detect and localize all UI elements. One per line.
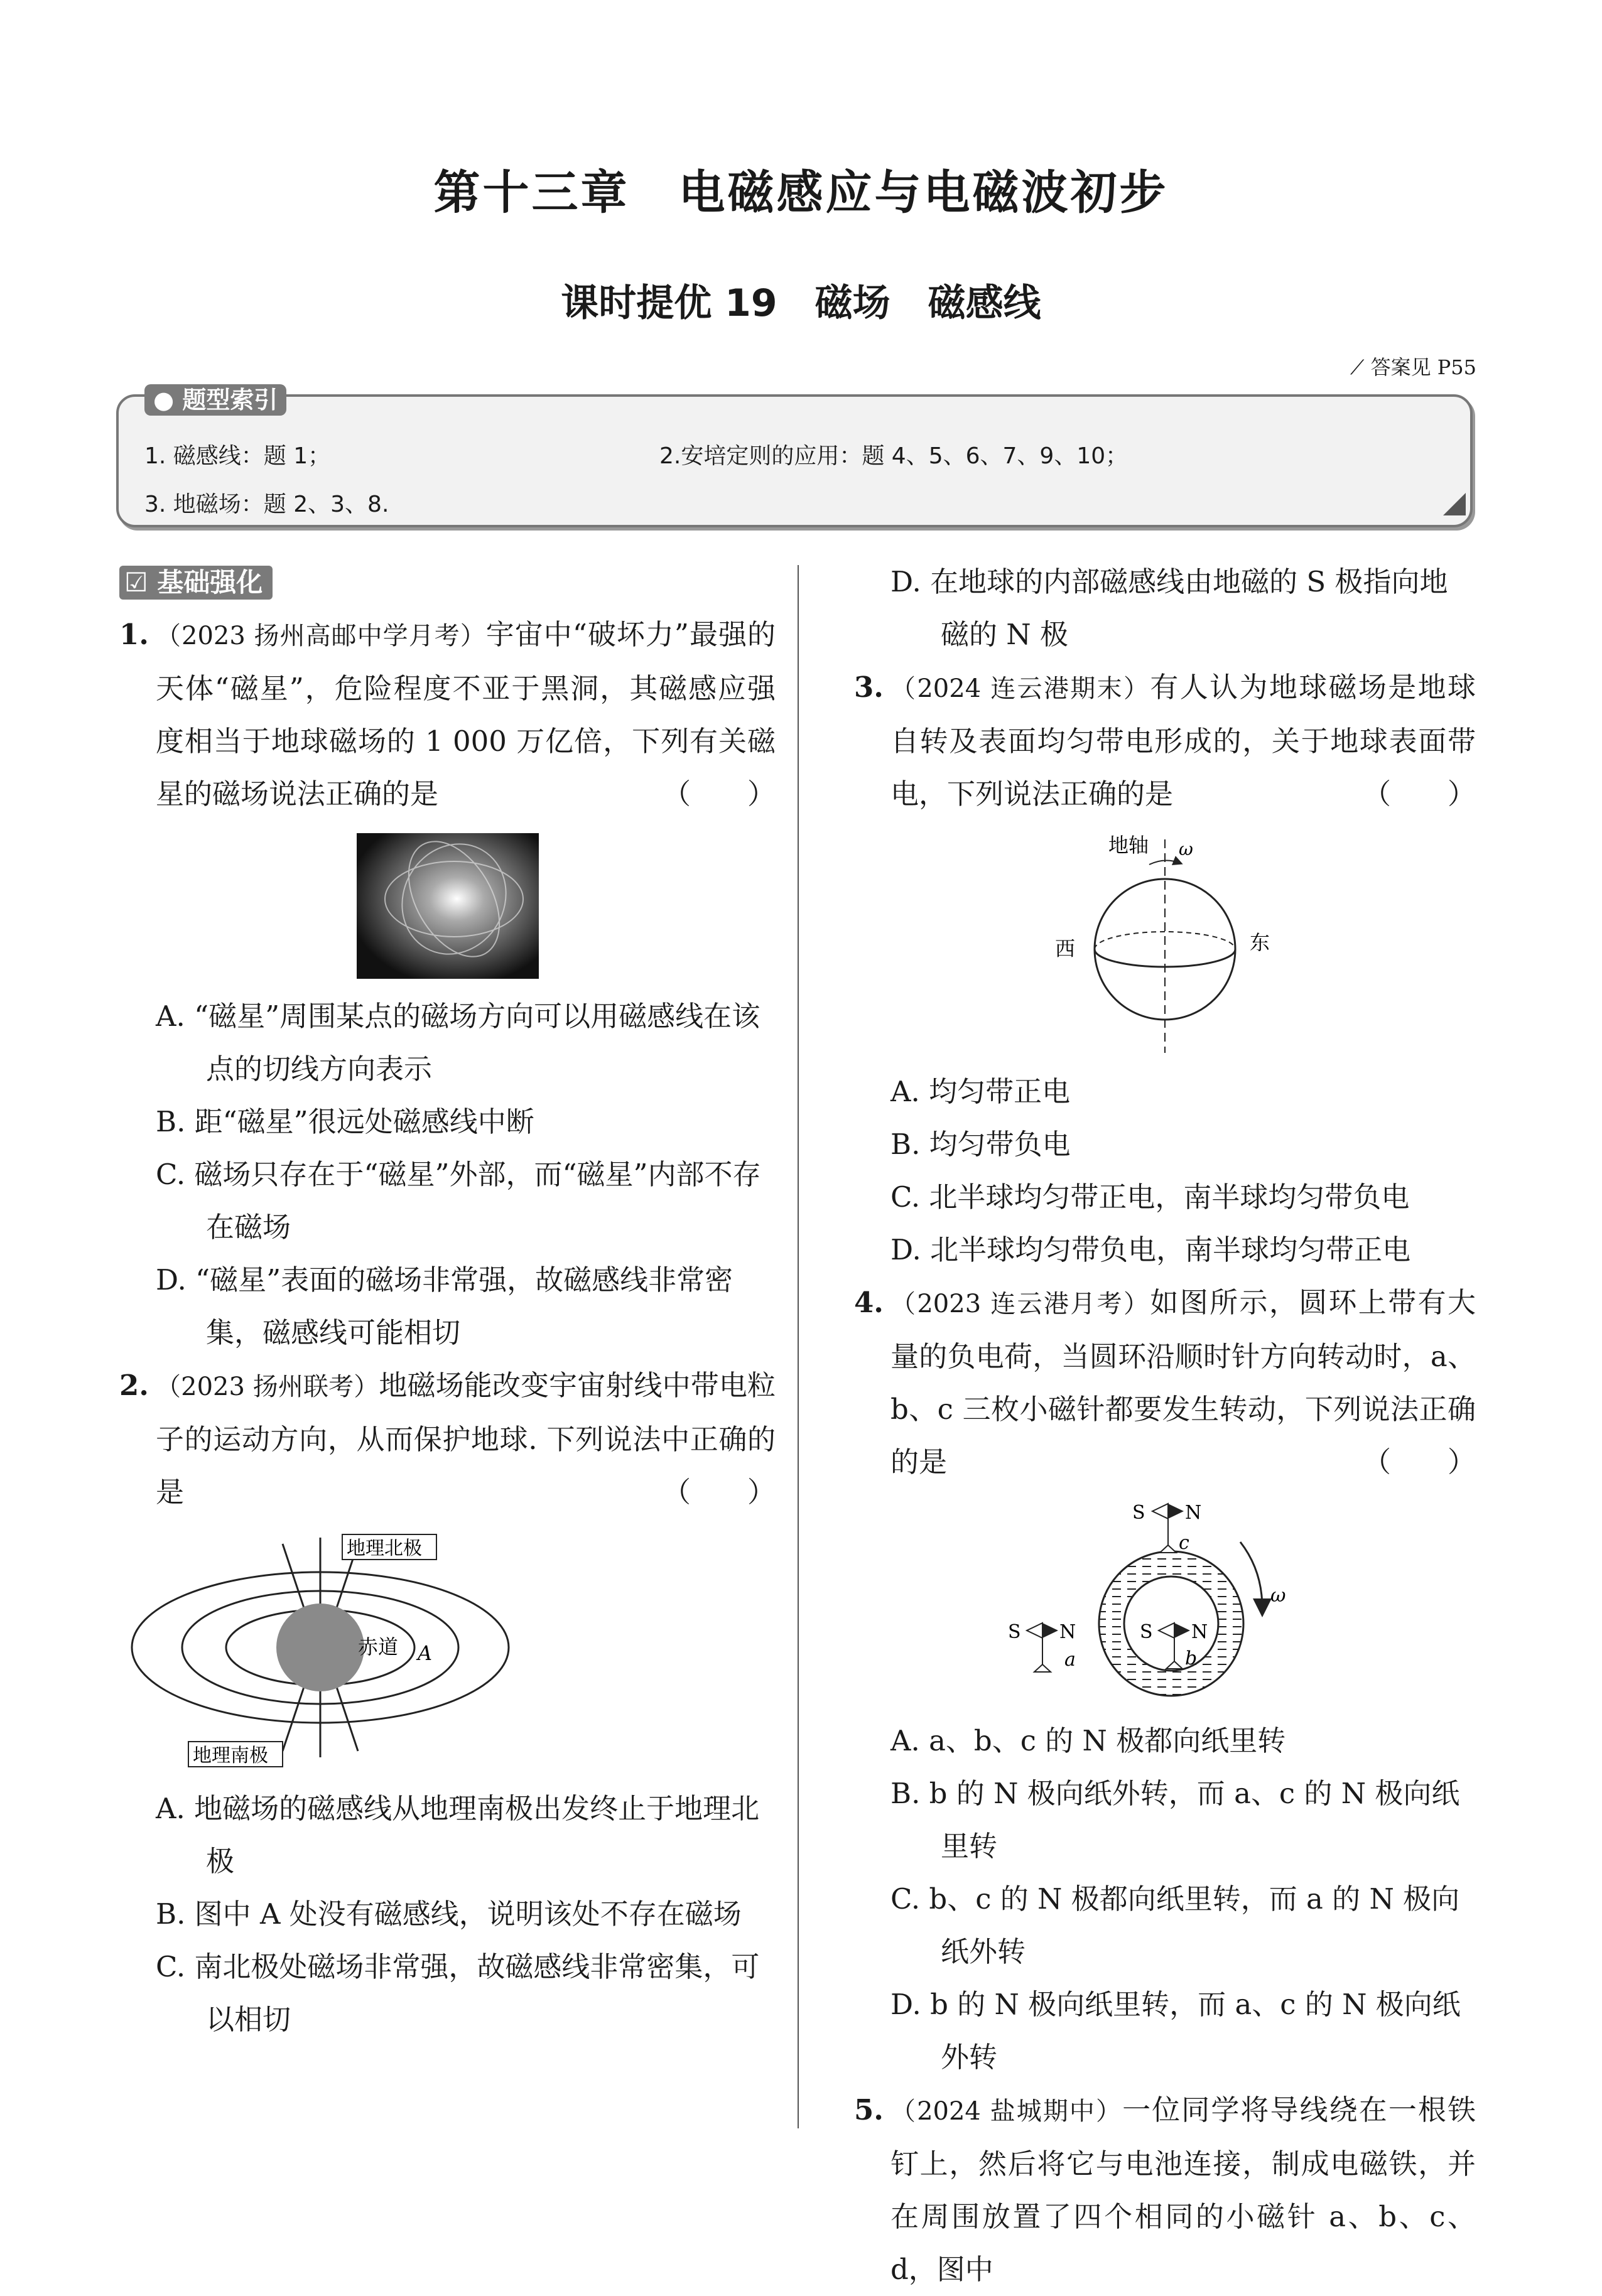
svg-text:N: N bbox=[1191, 1621, 1208, 1643]
option-d[interactable]: D. 北半球均匀带负电，南半球均匀带正电 bbox=[890, 1233, 1411, 1266]
location-pin-icon: ● bbox=[153, 386, 175, 414]
option-c[interactable]: C. 南北极处磁场非常强，故磁感线非常密集，可以相切 bbox=[156, 1950, 760, 2036]
svg-text:a: a bbox=[1064, 1649, 1076, 1671]
label-geographic-south: 地理南极 bbox=[193, 1745, 268, 1767]
svg-text:S: S bbox=[1140, 1621, 1153, 1643]
geomagnetic-field-diagram bbox=[119, 1525, 521, 1776]
answer-reference: ⟋ 答案见 P55 bbox=[1350, 355, 1476, 379]
svg-text:S: S bbox=[1008, 1621, 1021, 1643]
earth bbox=[276, 1603, 364, 1691]
option-c[interactable]: C. b、c 的 N 极都向纸里转，而 a 的 N 极向纸外转 bbox=[890, 1882, 1460, 1968]
label-west: 西 bbox=[1055, 937, 1076, 961]
label-earth-axis: 地轴 bbox=[1108, 833, 1149, 857]
question-3: 3. （2024 连云港期末）有人认为地球磁场是地球自转及表面均匀带电形成的，关于地球表面带电，下列说法正确的是 （ ） bbox=[854, 671, 1476, 811]
question-2: 2. （2023 扬州联考）地磁场能改变宇宙射线中带电粒子的运动方向，从而保护地球. 下列说法中正确的是 （ ） bbox=[119, 1369, 776, 1509]
option-b[interactable]: B. b 的 N 极向纸外转，而 a、c 的 N 极向纸里转 bbox=[890, 1777, 1460, 1863]
question-5: 5. （2024 盐城期中）一位同学将导线绕在一根铁钉上，然后将它与电池连接，制成电磁铁，并在周围放置了四个相同的小磁针 a、b、c、d，图中 bbox=[854, 2093, 1476, 2286]
column-divider bbox=[798, 565, 799, 2128]
label-geographic-north: 地理北极 bbox=[347, 1538, 422, 1560]
question-3-options bbox=[854, 1065, 1476, 1276]
label-equator: 赤道 bbox=[358, 1635, 399, 1659]
question-4-options bbox=[854, 1715, 1476, 2084]
svg-text:N: N bbox=[1185, 1502, 1202, 1524]
lesson-title: 课时提优 19 磁场 磁感线 bbox=[561, 281, 1041, 325]
index-tag: ● 题型索引 bbox=[144, 384, 286, 416]
option-a[interactable]: A. 均匀带正电 bbox=[890, 1075, 1071, 1108]
label-point-a: A bbox=[418, 1641, 433, 1665]
right-column bbox=[854, 556, 1476, 2296]
charged-ring-compass-diagram bbox=[1008, 1495, 1309, 1702]
pencil-icon: ⟋ bbox=[1350, 355, 1365, 379]
option-b[interactable]: B. 距“磁星”很远处磁感线中断 bbox=[156, 1105, 534, 1138]
index-item: 3. 地磁场：题 2、3、8. bbox=[144, 492, 389, 517]
option-b[interactable]: B. 均匀带负电 bbox=[890, 1128, 1071, 1161]
option-a[interactable]: A. “磁星”周围某点的磁场方向可以用磁感线在该点的切线方向表示 bbox=[156, 1000, 760, 1086]
option-c[interactable]: C. 磁场只存在于“磁星”外部，而“磁星”内部不存在磁场 bbox=[156, 1158, 761, 1244]
left-column bbox=[119, 556, 776, 2046]
question-4: 4. （2023 连云港月考）如图所示，圆环上带有大量的负电荷，当圆环沿顺时针方向转动时，a、b、c 三枚小磁针都要发生转动，下列说法正确的是 （ ） bbox=[854, 1286, 1476, 1479]
option-d[interactable]: D. “磁星”表面的磁场非常强，故磁感线非常密集，磁感线可能相切 bbox=[156, 1263, 733, 1349]
index-item: 1. 磁感线：题 1； bbox=[144, 443, 331, 469]
index-item: 2.安培定则的应用：题 4、5、6、7、9、10； bbox=[659, 443, 1128, 469]
compass-c bbox=[1132, 1502, 1201, 1554]
section-heading: ☑ 基础强化 bbox=[119, 566, 273, 600]
option-d[interactable]: D. b 的 N 极向纸里转，而 a、c 的 N 极向纸外转 bbox=[890, 1988, 1461, 2074]
question-1-options bbox=[119, 990, 776, 1359]
magnetar-image bbox=[357, 833, 539, 979]
option-c[interactable]: C. 北半球均匀带正电，南半球均匀带负电 bbox=[890, 1180, 1410, 1214]
corner-decoration bbox=[1443, 493, 1466, 515]
question-1: 1. （2023 扬州高邮中学月考）宇宙中“破坏力”最强的天体“磁星”，危险程度不亚于黑洞，其磁感应强度相当于地球磁场的 1 000 万亿倍，下列有关磁星的磁场说法正确的是 （ ） bbox=[119, 618, 776, 811]
option-a[interactable]: A. a、b、c 的 N 极都向纸里转 bbox=[890, 1724, 1286, 1757]
svg-text:c: c bbox=[1179, 1532, 1189, 1554]
compass-a bbox=[1008, 1621, 1076, 1672]
label-omega: ω bbox=[1179, 839, 1193, 860]
question-2-options-continued bbox=[854, 556, 1476, 661]
svg-text:b: b bbox=[1185, 1647, 1198, 1669]
chapter-title: 第十三章 电磁感应与电磁波初步 bbox=[433, 166, 1169, 220]
svg-text:S: S bbox=[1132, 1502, 1145, 1524]
svg-text:N: N bbox=[1059, 1621, 1076, 1643]
svg-text:ω: ω bbox=[1270, 1585, 1286, 1607]
question-2-options bbox=[119, 1782, 776, 2046]
earth-rotation-diagram bbox=[1046, 827, 1284, 1059]
option-b[interactable]: B. 图中 A 处没有磁感线，说明该处不存在磁场 bbox=[156, 1897, 742, 1931]
option-d[interactable]: D. 在地球的内部磁感线由地磁的 S 极指向地磁的 N 极 bbox=[890, 565, 1448, 651]
label-east: 东 bbox=[1250, 930, 1270, 954]
option-a[interactable]: A. 地磁场的磁感线从地理南极出发终止于地理北极 bbox=[156, 1792, 760, 1878]
